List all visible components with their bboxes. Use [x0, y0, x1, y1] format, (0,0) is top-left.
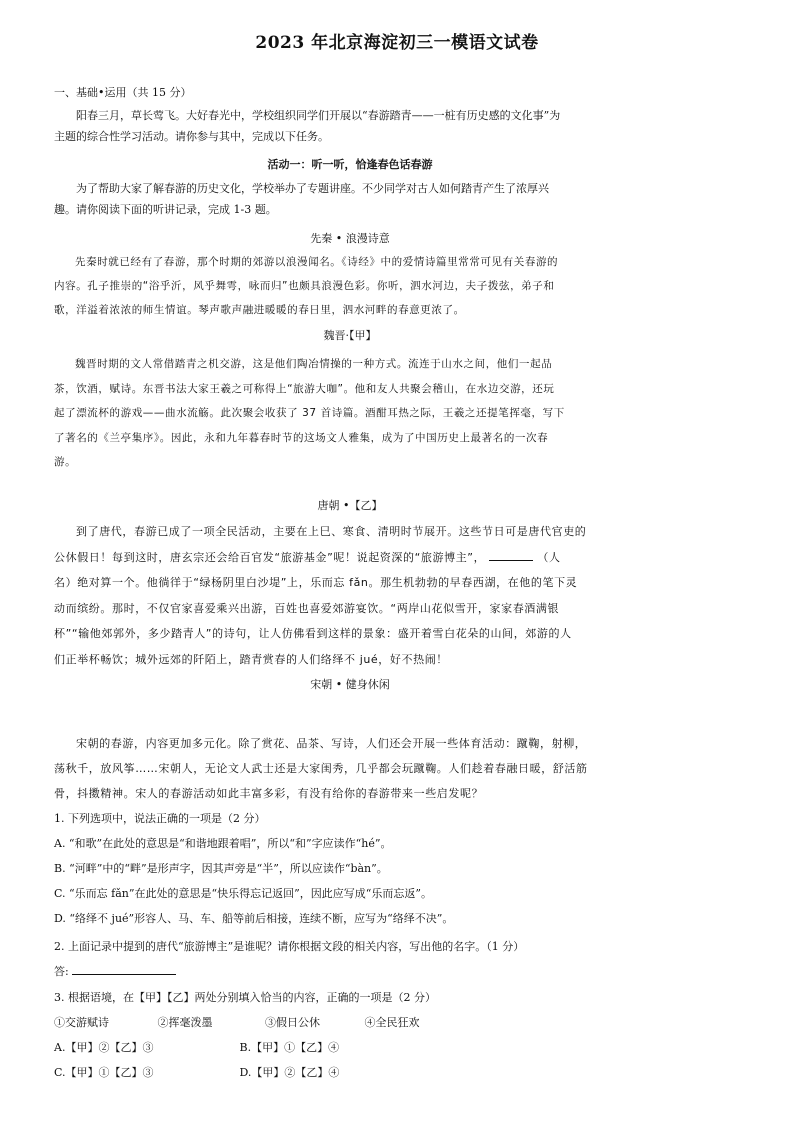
question-stem: 2. 上面记录中提到的唐代“旅游博主”是谁呢？请你根据文段的相关内容，写出他的名字。（1 分）	[54, 940, 525, 953]
option-a[interactable]: A.【甲】②【乙】③	[54, 1041, 154, 1054]
body-line: 内容。孔子推崇的“浴乎沂，风乎舞雩，咏而归”也颇具浪漫色彩。你听，泗水河边，夫子拨弦，弟子和	[54, 280, 555, 292]
activity-intro	[54, 179, 646, 220]
body-text: 公休假日！每到这时，唐玄宗还会给百官发“旅游基金”呢！说起资深的“旅游博主”，	[54, 550, 486, 564]
body-line-with-blank	[54, 545, 694, 571]
option-b[interactable]: B. “河畔”中的“畔”是形声字，因其声旁是“半”，所以应读作“bàn”。	[54, 862, 388, 875]
section-body-tang	[54, 519, 694, 672]
body-line: 杯”“输他郊郭外，多少踏青人”的诗句，让人仿佛看到这样的景象：盛开着雪白花朵的山间，郊游的人	[54, 627, 572, 640]
body-line: 先秦时就已经有了春游，那个时期的郊游以浪漫闻名。《诗经》中的爱情诗篇里常常可见有关春游的	[75, 256, 559, 268]
body-line: 茶，饮酒，赋诗。东晋书法大家王羲之可称得上“旅游大咖”。他和友人共聚会稽山，在水边交游，还玩	[54, 382, 555, 395]
section-body-weijin	[54, 352, 646, 475]
option-d[interactable]: D.【甲】②【乙】④	[239, 1066, 340, 1079]
section-heading-xianqin: 先秦 • 浪漫诗意	[310, 232, 390, 245]
activity-intro-line: 为了帮助大家了解春游的历史文化，学校举办了专题讲座。不少同学对古人如何踏青产生了浓厚兴	[76, 182, 549, 195]
choice-2: ②挥毫泼墨	[157, 1016, 213, 1029]
choice-4: ④全民狂欢	[364, 1016, 420, 1029]
option-row	[54, 1035, 694, 1060]
option-row	[54, 1060, 694, 1085]
name-blank[interactable]	[489, 548, 533, 561]
question-stem: 1. 下列选项中，说法正确的一项是（2 分）	[54, 812, 266, 825]
body-line: 们正举杯畅饮；城外远郊的阡陌上，踏青赏春的人们络绎不 jué，好不热闹！	[54, 652, 448, 666]
body-line: 骨，抖擞精神。宋人的春游活动如此丰富多彩，有没有给你的春游带来一些启发呢？	[54, 787, 484, 800]
question-1	[54, 806, 694, 931]
choice-1: ①交游赋诗	[54, 1016, 109, 1029]
body-line: 到了唐代，春游已成了一项全民活动，主要在上巳、寒食、清明时节展开。这些节日可是唐代官吏的	[76, 525, 587, 538]
body-line: 名）绝对算一个。他徜徉于“绿杨阴里白沙堤”上，乐而忘 fǎn。那生机勃勃的早春西湖，在他的笔下灵	[54, 576, 578, 589]
intro-line: 主题的综合性学习活动。请你参与其中，完成以下任务。	[54, 129, 329, 143]
activity-title: 活动一：听一听，恰逢春色话春游	[267, 158, 433, 171]
section-heading-weijin: 魏晋·【甲】	[323, 329, 377, 342]
body-line: 魏晋时期的文人常借踏青之机交游，这是他们陶冶情操的一种方式。流连于山水之间，他们一起品	[75, 358, 553, 370]
body-line: 了著名的《兰亭集序》。因此，永和九年暮春时节的这场文人雅集，成为了中国历史上最著名的一次春	[54, 431, 549, 444]
option-a[interactable]: A. “和歌”在此处的意思是“和谐地跟着唱”，所以“和”字应读作“hé”。	[54, 837, 392, 850]
option-c[interactable]: C.【甲】①【乙】③	[54, 1066, 154, 1079]
question-3	[54, 985, 694, 1085]
body-line: 荡秋千，放风筝……宋朝人，无论文人武士还是大家闺秀，几乎都会玩蹴鞠。人们趁着春融日暖，舒活筋	[54, 762, 588, 775]
question-stem: 3. 根据语境，在【甲】【乙】两处分别填入恰当的内容，正确的一项是（2 分）	[54, 991, 436, 1004]
answer-label: 答:	[54, 965, 69, 978]
activity-intro-line: 趣。请你阅读下面的听讲记录，完成 1-3 题。	[54, 202, 277, 216]
choice-row	[54, 1010, 694, 1035]
answer-blank[interactable]	[72, 960, 176, 975]
section-heading: 一、基础•运用（共 15 分）	[54, 86, 192, 99]
section-body-xianqin	[54, 250, 646, 322]
choice-3: ③假日公休	[265, 1016, 320, 1029]
body-text: （人	[537, 550, 561, 564]
intro-line: 阳春三月，草长莺飞。大好春光中，学校组织同学们开展以“春游踏青——一桩有历史感的文化事”为	[76, 109, 561, 122]
body-line: 起了漂流杯的游戏——曲水流觞。此次聚会收获了 37 首诗篇。酒酣耳热之际，王羲之还提笔挥毫，写下	[54, 407, 565, 419]
question-2	[54, 934, 694, 984]
option-c[interactable]: C. “乐而忘 fǎn”在此处的意思是“快乐得忘记返回”，因此应写成“乐而忘返”。	[54, 887, 432, 900]
section-heading-song: 宋朝 • 健身休闲	[310, 678, 390, 691]
option-b[interactable]: B.【甲】①【乙】④	[239, 1041, 340, 1054]
answer-row	[54, 959, 694, 984]
section-heading-tang: 唐朝 •【乙】	[317, 499, 383, 512]
body-line: 游。	[54, 456, 77, 468]
body-line: 动而缤纷。那时，不仅官家喜爱乘兴出游，百姓也喜爱郊游宴饮。“两岸山花似雪开，家家春酒满银	[54, 601, 560, 615]
page-title: 2023 年北京海淀初三一模语文试卷	[255, 33, 539, 53]
intro-paragraph	[54, 106, 646, 147]
body-line: 歌，洋溢着浓浓的师生情谊。琴声歌声融进暖暖的春日里，泗水河畔的春意更浓了。	[54, 304, 465, 316]
body-line: 宋朝的春游，内容更加多元化。除了赏花、品茶、写诗，人们还会开展一些体育活动：蹴鞠，射柳，	[76, 737, 587, 750]
section-body-song	[54, 731, 694, 806]
option-d[interactable]: D. “络绎不 jué”形容人、马、车、船等前后相接，连续不断，应写为“络绎不决”。	[54, 912, 454, 925]
